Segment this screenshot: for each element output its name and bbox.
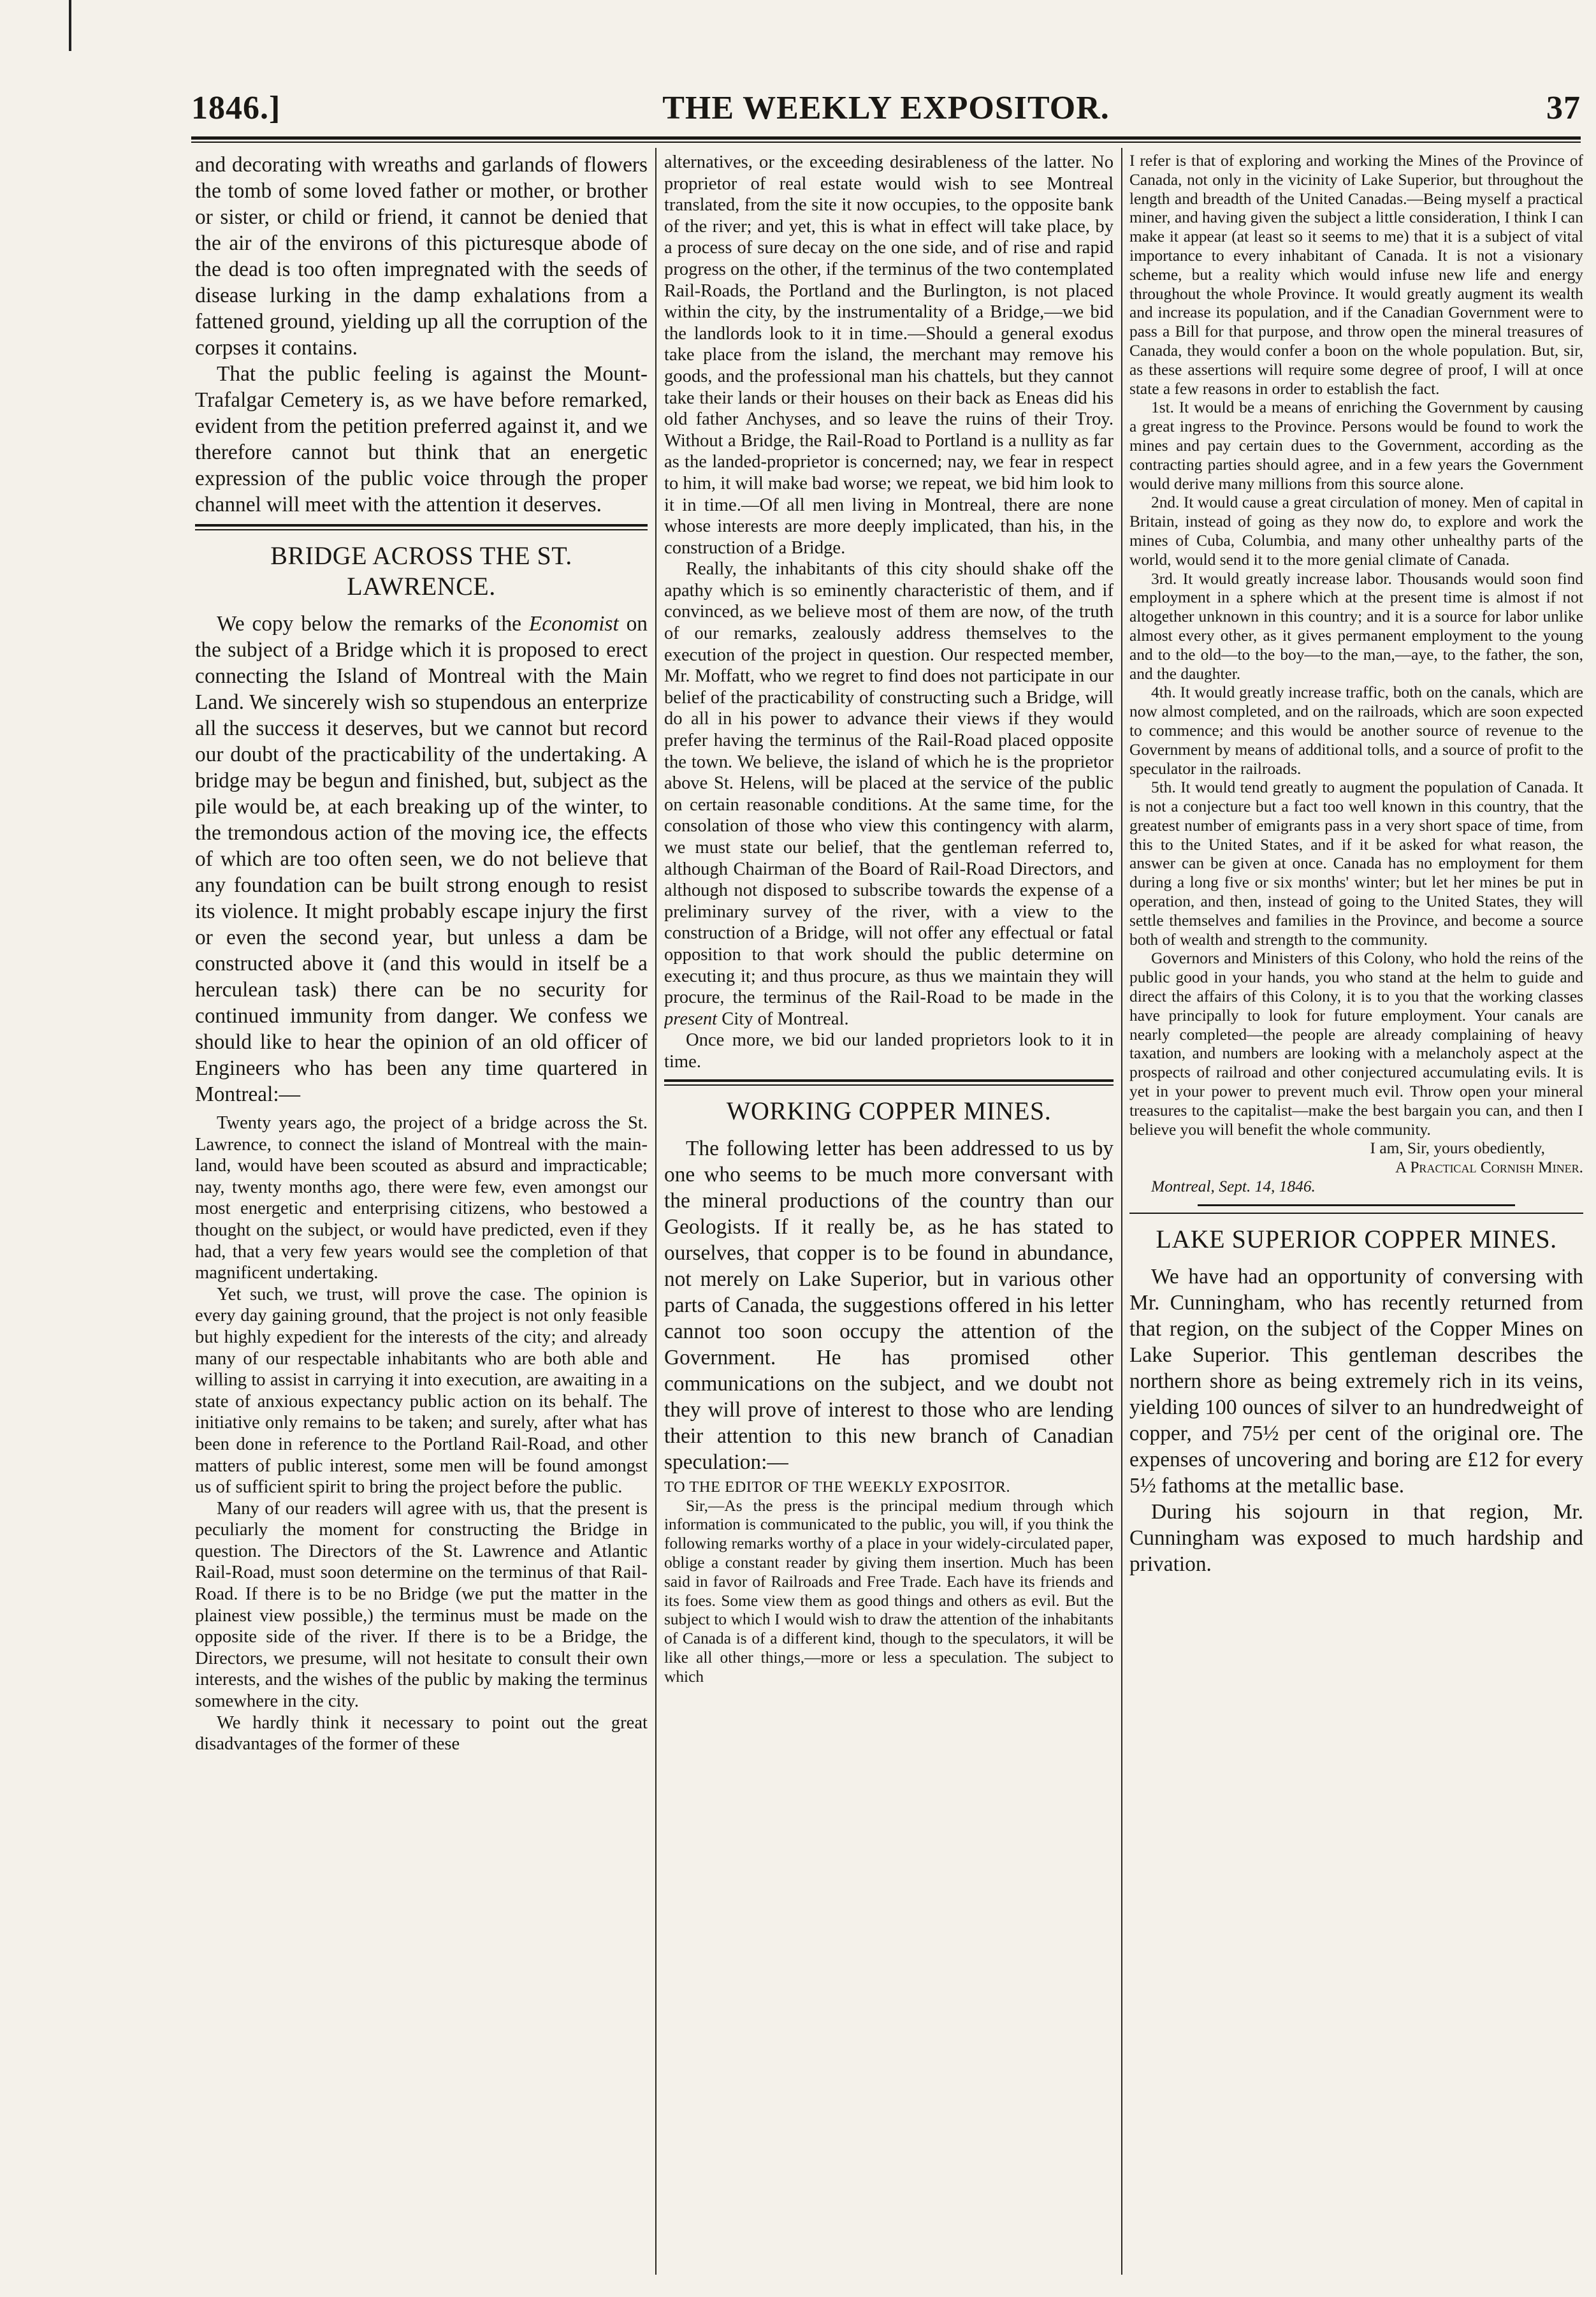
- letter-reason-1: 1st. It would be a means of enriching the Government by causing a great ingress to the Province. Persons would be found to work the mines and pay certain dues to the Government, according as the contracting parties should agree, and in a few years the Government would derive many millions from this source alone.: [1129, 398, 1583, 493]
- lake-superior-paragraph-1: We have had an opportunity of conversing with Mr. Cunningham, who has recently returned from that region, on the subject of the Copper Mines on Lake Superior. This gentleman describes the northern shore as being extremely rich in its veins, yielding 100 ounces of silver to an hundredweight of copper, and 75½ per cent of the original ore. The expenses of uncovering and boring are £12 for every 5½ fathoms at the metallic base.: [1129, 1264, 1583, 1498]
- section-rule: [195, 524, 648, 527]
- section-rule-short: [1198, 1204, 1515, 1206]
- letter-place-date: Montreal, Sept. 14, 1846.: [1151, 1178, 1316, 1196]
- quote-paragraph-1: Twenty years ago, the project of a bridge across the St. Lawrence, to connect the island of Montreal with the main-land, would have been scouted as absurd and impracticable; nay, twenty months ago, there were few, even amongst our most energetic and enterprising citizens, who bestowed a thought on the subject, or would have predicted, even if they had, that a very few years would see the completion of that magnificent undertaking.: [195, 1113, 648, 1283]
- bridge-continued-paragraph-2: [664, 558, 1114, 1030]
- bridge-continued-text: Really, the inhabitants of this city should shake off the apathy which is so eminently characteristic of them, and if convinced, as we believe most of them are now, of the truth of our remarks, zealously address themselves to the execution of the project in question. Our respected member, Mr. Moffatt, who we regret to find does not participate in our belief of the practicability of constructing such a Bridge, will do all in his power to advance their views if they would prefer having the terminus of the Rail-Road placed opposite the town. We believe, the island of which he is the proprietor above St. Helens, will be placed at the service of the public on certain reasonable conditions. At the same time, for the consolation of those who view this contingency with alarm, we must state our belief, that the gentleman referred to, although Chairman of the Board of Rail-Road Directors, and although not disposed to subscribe towards the expense of a preliminary survey of the river, with a view to the construction of a Bridge, will not offer any effectual or fatal opposition to that work should the public determine on executing it; and thus procure, as thus we maintain they will procure, the terminus of the Rail-Road to be made in the: [664, 559, 1114, 1008]
- copper-mines-heading: WORKING COPPER MINES.: [726, 1096, 1052, 1125]
- column-divider-2: [1121, 148, 1122, 2275]
- bridge-continued-end: City of Montreal.: [717, 1009, 849, 1029]
- quote-paragraph-3: Many of our readers will agree with us, that the present is peculiarly the moment for constructing the Bridge in question. The Directors of the St. Lawrence and Atlantic Rail-Road, must soon determine on the terminus of that Rail-Road. If there is to be no Bridge (we put the matter in the plainest view possible,) the terminus must be made on the opposite side of the river. If there is to be a Bridge, the Directors, we presume, will not hesitate to consult their own interests, and the wishes of the public by making the terminus somewhere in the city.: [195, 1498, 648, 1712]
- bridge-intro-paragraph: [195, 611, 648, 1107]
- copper-intro-paragraph: The following letter has been addressed to us by one who seems to be much more conversant with the mineral productions of the country than our Geologists. If it really be, as he has stated to ourselves, that copper is to be found in abundance, not merely on Lake Superior, but in various other parts of Canada, the suggestions offered in his letter cannot too soon occupy the attention of the Government. He has promised other communications on the subject, and we doubt not they will prove of interest to those who are lending their attention to this new branch of Canadian speculation:—: [664, 1136, 1114, 1474]
- bridge-intro-text-b: on the subject of a Bridge which it is proposed to erect connecting the Island of Montreal with the Main Land. We sincerely wish so stupendous an enterprize all the success it deserves, but we cannot but record our doubt of the practicability of the undertaking. A bridge may be begun and finished, but, subject as the pile would be, at each breaking up of the winter, to the tremondous action of the moving ice, the effects of which are too often seen, we do not believe that any foundation can be built strong enough to resist its violence. It might probably escape injury the first or even the second year, but unless a dam be constructed above it (and this would in itself be a herculean task) there can be no security for continued immunity from danger. We confess we should like to hear the opinion of an old officer of Engineers who has been any time quartered in Montreal:—: [195, 612, 648, 1106]
- letter-reason-3: 3rd. It would greatly increase labor. Thousands would soon find employment in a sphere which at the present time is almost if not altogether unknown in this country; and it is a source for labor unlike almost every other, as it gives permanent employment to the young and to the old—to the boy—to the man,—aye, to the father, the son, and the daughter.: [1129, 569, 1583, 683]
- section-rule-thin: [664, 1084, 1114, 1086]
- column-1: [195, 152, 648, 2275]
- column-3: [1129, 152, 1583, 2275]
- cemetery-paragraph-2: That the public feeling is against the Mount-Trafalgar Cemetery is, as we have before remarked, evident from the petition preferred against it, and we therefore cannot but think that an energetic expression of the public voice through the proper channel will meet with the attention it deserves.: [195, 362, 648, 516]
- letter-reason-5: 5th. It would tend greatly to augment the population of Canada. It is not a conjecture but a fact too well known in this country, that the greatest number of emigrants pass in a very short space of time, from this to the United States, and if it be asked for what reason, the answer can be given at once. Canada has no employment for them during a long five or six months' winter; but let her mines be put in operation, and then, instead of going to the United States, they will settle themselves and families in the Province, and become a source both of wealth and strength to the community.: [1129, 778, 1583, 949]
- section-rule: [664, 1079, 1114, 1082]
- column-divider-1: [655, 148, 657, 2275]
- header-year: 1846.]: [191, 90, 281, 126]
- running-header: [191, 89, 1581, 140]
- quote-paragraph-2: Yet such, we trust, will prove the case. The opinion is every day gaining ground, that the project is not only feasible but highly expedient for the interests of the city; and already many of our respectable inhabitants who are both able and willing to assist in carrying it into execution, are awaiting in a state of anxious expectancy public action on its behalf. The initiative only remains to be taken; and surely, after what has been done in reference to the Portland Rail-Road, and other matters of public interest, some men will be found amongst us of sufficient spirit to bring the project before the public.: [195, 1284, 648, 1498]
- letter-appeal: Governors and Ministers of this Colony, who hold the reins of the public good in your hands, you who stand at the helm to guide and direct the affairs of this Colony, it is to you that the working classes have principally to look for future employment. Your canals are nearly completed—the people are already complaining of heavy taxation, and numbers are looking with a melancholy aspect at the prospects of railroad and other conjectured accumulating evils. It is yet in your power to prevent much evil. Throw open your mineral treasures to the capitalist—make the best bargain you can, and then I believe you will benefit the whole community.: [1129, 949, 1583, 1139]
- lake-superior-paragraph-2: During his sojourn in that region, Mr. Cunningham was exposed to much hardship and privation.: [1129, 1499, 1583, 1576]
- letter-reason-4: 4th. It would greatly increase traffic, both on the canals, which are now almost completed, and on the railroads, which are soon expected to commence; and this would be another source of revenue to the Government by means of additional tolls, and a source of profit to the speculator in the railroads.: [1129, 683, 1583, 778]
- section-rule-thin: [1129, 1213, 1583, 1214]
- scan-edge-mark: [69, 0, 71, 51]
- lake-superior-heading: LAKE SUPERIOR COPPER MINES.: [1156, 1224, 1557, 1253]
- letter-salutation-header: TO THE EDITOR OF THE WEEKLY EXPOSITOR.: [664, 1478, 1011, 1496]
- header-rule: [191, 136, 1581, 140]
- section-rule-thin: [195, 529, 648, 530]
- header-rule-thin: [191, 142, 1581, 143]
- economist-title: Economist: [528, 612, 619, 636]
- bridge-intro-text-a: We copy below the remarks of the: [217, 612, 529, 636]
- column-2: [664, 152, 1114, 2275]
- letter-signature: A Practical Cornish Miner.: [1395, 1158, 1583, 1177]
- letter-paragraph-2: I refer is that of exploring and working the Mines of the Province of Canada, not only in the vicinity of Lake Superior, but throughout the length and breadth of the United Canadas.—Being myself a practical miner, and having given the subject a little consideration, I think I can make it appear (at least so it seems to me) that it is a subject of vital importance to every inhabitant of Canada. It is not a visionary scheme, but a reality which would infuse new life and energy throughout the whole Province. It would greatly augment its wealth and increase its population, and if the Canadian Government were to pass a Bill for that purpose, and throw open the mineral treasures of Canada, they would confer a boon on the whole population. But, sir, as these assertions will require some degree of proof, I will at once state a few reasons in order to establish the fact.: [1129, 152, 1583, 398]
- header-page-number: 37: [1546, 90, 1581, 126]
- quote-paragraph-4: We hardly think it necessary to point out the great disadvantages of the former of these: [195, 1712, 648, 1754]
- present-emphasis: present: [664, 1009, 718, 1029]
- letter-closing: I am, Sir, yours obediently,: [1370, 1139, 1545, 1158]
- cemetery-paragraph-1: and decorating with wreaths and garlands of flowers the tomb of some loved father or mother, or brother or sister, or child or friend, it cannot be denied that the air of the environs of this picturesque abode of the dead is too often impregnated with the seeds of disease lurking in the damp exhalations from a fattened ground, yielding up all the corruption of the corpses it contains.: [195, 153, 648, 360]
- header-title: THE WEEKLY EXPOSITOR.: [662, 90, 1110, 126]
- bridge-continued-paragraph-1: alternatives, or the exceeding desirableness of the latter. No proprietor of real estate would wish to see Montreal translated, from the site it now occupies, to the opposite bank of the river; and yet, this is what in effect will take place, by a process of sure decay on the one side, and of rise and rapid progress on the other, if the terminus of the two contemplated Rail-Roads, the Portland and the Burlington, is not placed within the city, by the instrumentality of a Bridge,—we bid the landlords look to it in time.—Should a general exodus take place from the island, the merchant may remove his goods, and the professional man his chattels, but they cannot take their lands or their houses on their back as Eneas did his old father Anchyses, and so leave the ruins of their Troy. Without a Bridge, the Rail-Road to Portland is a nullity as far as the landed-proprietor is concerned; nay, we fear in respect to him, it will make bad worse; we repeat, we bid him look to it in time.—Of all men living in Montreal, there are none whose interests are more deeply implicated, than his, in the construction of a Bridge.: [664, 152, 1114, 558]
- letter-reason-2: 2nd. It would cause a great circulation of money. Men of capital in Britain, instead of going as they now do, to explore and work the mines of Cuba, Columbia, and many other unhealthy parts of the world, would send it to the more genial climate of Canada.: [1129, 493, 1583, 569]
- bridge-heading: BRIDGE ACROSS THE ST. LAWRENCE.: [270, 541, 572, 601]
- bridge-closing-paragraph: Once more, we bid our landed proprietors look to it in time.: [664, 1030, 1114, 1072]
- letter-paragraph-1: Sir,—As the press is the principal medium through which information is communicated to the public, you will, if you think the following remarks worthy of a place in your widely-circulated paper, oblige a constant reader by giving them insertion. Much has been said in favor of Railroads and Free Trade. Each have its friends and its foes. Some view them as good things and others as evil. But the subject to which I would wish to draw the attention of the inhabitants of Canada is of a different kind, though to the speculators, it will be like all other things,—more or less a speculation. The subject to which: [664, 1496, 1114, 1686]
